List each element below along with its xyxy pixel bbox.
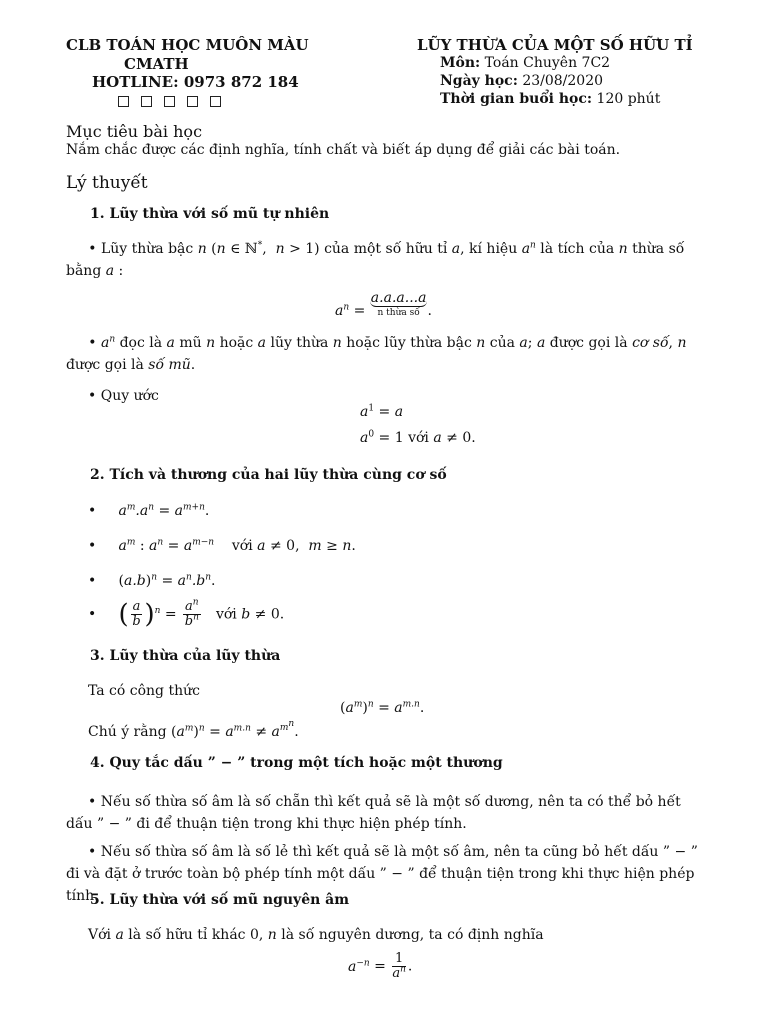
goal-heading: Mục tiêu bài học <box>66 122 203 141</box>
rule-fraction-power: • ( $\frac{a}{b}$ )$^n$ = $\frac{a^n}{b^n}$ với b ≠ 0. <box>88 597 285 630</box>
rule-quotient: • $a^m$ : $a^n = a^{m-n}$ với a ≠ 0, m ≥ n. <box>88 537 356 554</box>
definition-paragraph: • Lũy thừa bậc n (n ∈ ℕ*, n > 1) của một số hữu tỉ a, kí hiệu $a^n$ là tích của n thừa số bằng a : <box>66 240 685 279</box>
negative-exponent-formula: $a^{-n}$ = $\frac{1}{a^n}$ . <box>348 951 413 981</box>
sign-rule-even: • Nếu số thừa số âm là số chẵn thì kết quả sẽ là một số dương, nên ta có thể bỏ hết dấu ” − ” đi để thuận tiện trong khi thực hiện phép tính. <box>66 794 681 832</box>
hotline: HOTLINE: 0973 872 184 <box>92 73 299 91</box>
section-4-title: 4. Quy tắc dấu ” − ” trong một tích hoặc một thương <box>90 755 503 771</box>
section-5-title: 5. Lũy thừa với số mũ nguyên âm <box>90 892 350 908</box>
section-3-note: Chú ý rằng $(a^m)^n = a^{m.n} \ne a^{m^n}$. <box>88 719 299 740</box>
decorative-squares <box>112 93 227 109</box>
club-name: CLB TOÁN HỌC MUÔN MÀU <box>66 36 309 54</box>
convention-label: • Quy ước <box>88 388 159 404</box>
goal-text: Nắm chắc được các định nghĩa, tính chất và biết áp dụng để giải các bài toán. <box>66 142 621 158</box>
section-1-title: 1. Lũy thừa với số mũ tự nhiên <box>90 206 330 222</box>
square-icon <box>141 96 152 107</box>
underbrace: a.a.a...a n thừa số <box>370 290 427 318</box>
power-of-power-formula: $(a^m)^n = a^{m.n}$. <box>340 699 425 716</box>
convention-formula-1: $a^1 = a$ <box>360 403 404 420</box>
rule-product: • $a^m.a^n = a^{m+n}$. <box>88 502 210 519</box>
sign-rule-odd: • Nếu số thừa số âm là số lẻ thì kết quả sẽ là một số âm, nên ta cũng bỏ hết dấu ” − ” đi và đặt ở trước toàn bộ phép tính một dấu ” − ” để thuận tiện trong khi thực hiện phép tính. <box>66 844 698 904</box>
reading-paragraph: • $a^n$ đọc là a mũ n hoặc a lũy thừa n hoặc lũy thừa bậc n của a; a được gọi là cơ số, n được gọi là số mũ. <box>66 334 687 373</box>
theory-heading: Lý thuyết <box>66 173 148 193</box>
date-line: Ngày học: 23/08/2020 <box>440 73 604 89</box>
document-title: LŨY THỪA CỦA MỘT SỐ HỮU TỈ <box>417 36 693 54</box>
rule-product-power: • $(a.b)^n = a^n.b^n$. <box>88 572 216 589</box>
duration-line: Thời gian buổi học: 120 phút <box>440 91 661 107</box>
square-icon <box>164 96 175 107</box>
convention-formula-2: $a^0 = 1$ với a ≠ 0. <box>360 429 476 446</box>
power-definition-formula: $a^n = a.a.a...a$ n thừa số . <box>335 290 432 319</box>
club-short-name: CMATH <box>124 55 189 73</box>
section-5-intro: Với a là số hữu tỉ khác 0, n là số nguyên dương, ta có định nghĩa <box>88 927 544 943</box>
subject-line: Môn: Toán Chuyên 7C2 <box>440 55 611 71</box>
section-3-title: 3. Lũy thừa của lũy thừa <box>90 648 281 664</box>
section-2-title: 2. Tích và thương của hai lũy thừa cùng cơ số <box>90 467 447 483</box>
brace-label: n thừa số <box>377 308 420 318</box>
section-3-intro: Ta có công thức <box>88 683 200 699</box>
square-icon <box>210 96 221 107</box>
square-icon <box>187 96 198 107</box>
square-icon <box>118 96 129 107</box>
